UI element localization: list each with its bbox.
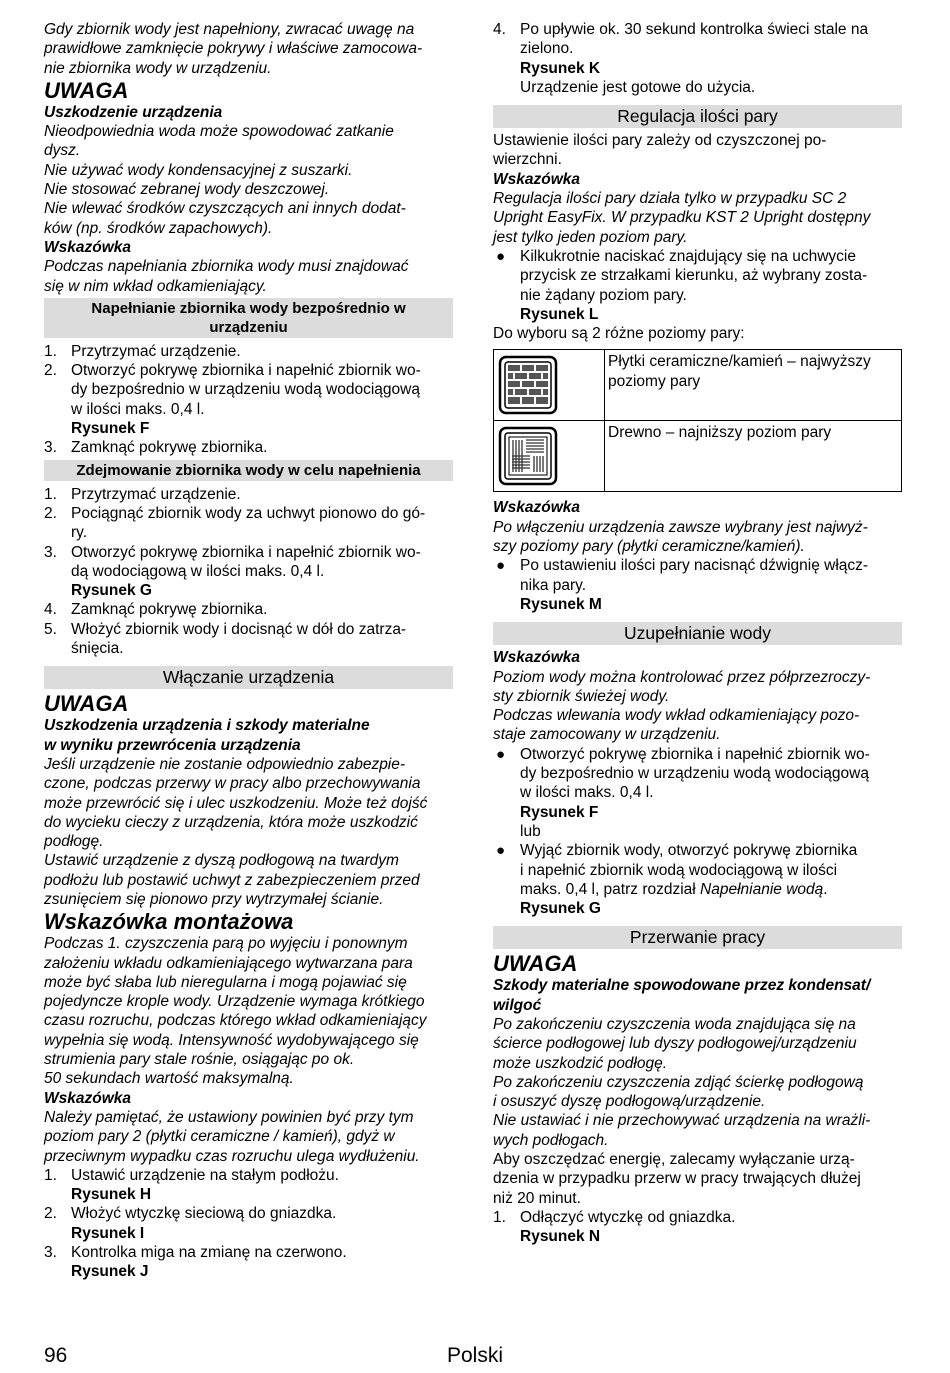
- step-number: 1.: [493, 1208, 506, 1226]
- step-number: 1.: [44, 342, 57, 360]
- bullet-text: lub: [520, 822, 541, 840]
- step-text: Przytrzymać urządzenie.: [71, 485, 241, 503]
- warning-subtitle: Szkody materialne spowodowane przez kondensat/: [493, 977, 871, 995]
- section-heading-refill-water: Uzupełnianie wody: [493, 622, 902, 645]
- warning-title: UWAGA: [44, 77, 129, 103]
- section-heading-line: Napełnianie zbiornika wody bezpośrednio w: [91, 299, 406, 317]
- bullet-dot: ●: [496, 247, 506, 265]
- step-number: 2.: [44, 1205, 57, 1223]
- step-item: [44, 342, 453, 361]
- assembly-note-line: pojedyncze krople wody. Urządzenie wymaga krótkiego: [44, 993, 425, 1011]
- step-text: Ustawić urządzenie na stałym podłożu.: [71, 1166, 339, 1184]
- bullet-text: Kilkukrotnie naciskać znajdujący się na uchwycie: [520, 247, 856, 265]
- step-item: [44, 1243, 453, 1282]
- warning-line: Ustawić urządzenie z dyszą podłogową na twardym: [44, 852, 399, 870]
- section-heading-remove-tank: Zdejmowanie zbiornika wody w celu napełnienia: [44, 460, 453, 481]
- section-heading-switch-on: Włączanie urządzenia: [44, 666, 453, 689]
- step-text: Przytrzymać urządzenie.: [71, 342, 241, 360]
- step-number: 1.: [44, 1166, 57, 1184]
- bullet-text-part: maks. 0,4 l, patrz rozdział: [520, 880, 701, 898]
- step-text: dą wodociągową w ilości maks. 0,4 l.: [71, 562, 325, 580]
- note-line: Poziom wody można kontrolować przez półprzezroczy-: [493, 668, 871, 686]
- bullet-text: Po ustawieniu ilości pary nacisnąć dźwignię włącz-: [520, 557, 869, 575]
- steam-level-row: [494, 421, 902, 492]
- step-item: [44, 485, 453, 504]
- step-text: Kontrolka miga na zmianę na czerwono.: [71, 1244, 347, 1262]
- warning-title: UWAGA: [44, 691, 129, 717]
- step-text: Odłączyć wtyczkę od gniazdka.: [520, 1208, 736, 1226]
- steam-level-text-cell: [605, 350, 902, 421]
- step-text: Zamknąć pokrywę zbiornika.: [71, 439, 268, 457]
- warning-line: podłogę.: [44, 833, 104, 851]
- wood-planks-icon: [498, 426, 558, 486]
- note-line: Upright EasyFix. W przypadku KST 2 Upright dostępny: [493, 209, 871, 227]
- bullet-text: nie żądany poziom pary.: [520, 286, 687, 304]
- warning-line: Nie stosować zebranej wody deszczowej.: [44, 181, 330, 199]
- step-item: [44, 620, 453, 659]
- warning-line: ków (np. środków zapachowych).: [44, 219, 273, 237]
- warning-line: Po zakończeniu czyszczenia zdjąć ścierkę podłogową: [493, 1073, 864, 1091]
- warning-line: może przewrócić się i ulec uszkodzeniu. Może też dojść: [44, 794, 428, 812]
- step-item: [44, 1204, 453, 1243]
- assembly-note-line: wypełnia się wodą. Intensywność wydobywającego się: [44, 1031, 419, 1049]
- step-item: [44, 1166, 453, 1205]
- figure-reference: Rysunek K: [520, 59, 601, 77]
- bullet-item: [493, 841, 902, 918]
- step-number: 4.: [493, 21, 506, 38]
- assembly-note-line: Podczas 1. czyszczenia parą po wyjęciu i ponownym: [44, 935, 408, 953]
- step-number: 1.: [44, 485, 57, 503]
- figure-reference: Rysunek G: [520, 900, 601, 918]
- bullet-text-part: .: [823, 880, 828, 898]
- bullet-text: nika pary.: [520, 576, 587, 594]
- step-text: Włożyć wtyczkę sieciową do gniazdka.: [71, 1205, 337, 1223]
- assembly-note-line: może być słaba lub nieregularna i mogą pojawiać się: [44, 973, 407, 991]
- steam-level-row: [494, 350, 902, 421]
- warning-line: i osuszyć dyszę podłogową/urządzenie.: [493, 1093, 766, 1111]
- figure-reference: Rysunek H: [71, 1186, 152, 1204]
- step-item: [44, 361, 453, 438]
- figure-reference: Rysunek J: [71, 1263, 149, 1281]
- steam-level-icon-cell: [494, 421, 605, 492]
- step-text: Po upływie ok. 30 sekund kontrolka świeci stale na: [520, 21, 869, 38]
- page-number: 96: [44, 1344, 68, 1367]
- intro-line: prawidłowe zamknięcie pokrywy i właściwe zamocowa-: [44, 40, 423, 58]
- figure-reference: Rysunek N: [520, 1228, 601, 1246]
- step-item: [493, 20, 902, 97]
- warning-title: UWAGA: [493, 951, 578, 977]
- warning-line: Nieodpowiednia woda może spowodować zatkanie: [44, 123, 394, 141]
- step-number: 3.: [44, 439, 57, 457]
- warning-subtitle: wilgoć: [493, 996, 542, 1014]
- step-text: Włożyć zbiornik wody i docisnąć w dół do zatrza-: [71, 620, 407, 638]
- warning-subtitle: w wyniku przewrócenia urządzenia: [44, 736, 301, 754]
- bullet-item: [493, 556, 902, 614]
- bullet-item: [493, 745, 902, 841]
- figure-reference: Rysunek M: [520, 595, 602, 613]
- step-text: Pociągnąć zbiornik wody za uchwyt pionowo do gó-: [71, 504, 426, 522]
- note-line: przeciwnym wypadku czas rozruchu ulega wydłużeniu.: [44, 1147, 420, 1165]
- bullet-text: dy bezpośrednio w urządzeniu wodą wodociągową: [520, 765, 869, 783]
- assembly-note-title: Wskazówka montażowa: [44, 909, 294, 935]
- step-number: 3.: [44, 1244, 57, 1262]
- note-line: Regulacja ilości pary działa tylko w przypadku SC 2: [493, 190, 847, 208]
- body-line: niż 20 minut.: [493, 1189, 581, 1207]
- steam-level-label: Drewno – najniższy poziom pary: [608, 424, 832, 442]
- assembly-note-line: założeniu wkładu odkamieniającego wytwarzana para: [44, 954, 413, 972]
- step-number: 5.: [44, 620, 57, 638]
- bullet-item: [493, 247, 902, 324]
- note-line: Po włączeniu urządzenia zawsze wybrany jest najwyż-: [493, 518, 868, 536]
- bullet-text: [520, 880, 902, 899]
- bullet-text: w ilości maks. 0,4 l.: [520, 784, 654, 802]
- steam-level-label: Płytki ceramiczne/kamień – najwyższy: [608, 353, 871, 371]
- bullet-text: i napełnić zbiornik wodą wodociągową w ilości: [520, 861, 838, 879]
- note-line: Podczas napełniania zbiornika wody musi znajdować: [44, 258, 409, 276]
- step-text: zielono.: [520, 40, 574, 58]
- note-title: Wskazówka: [44, 1089, 132, 1107]
- bullet-text: Wyjąć zbiornik wody, otworzyć pokrywę zbiornika: [520, 842, 858, 860]
- step-text: ry.: [71, 524, 88, 542]
- assembly-note-line: czasu rozruchu, podczas którego wkład odkamieniający: [44, 1012, 427, 1030]
- step-item: [493, 1208, 902, 1247]
- steam-level-table: [493, 349, 902, 492]
- warning-subtitle: Uszkodzenia urządzenia i szkody materialne: [44, 717, 370, 735]
- note-line: staje zamocowany w urządzeniu.: [493, 726, 721, 744]
- section-heading-pause-work: Przerwanie pracy: [493, 926, 902, 949]
- figure-reference: Rysunek I: [71, 1224, 145, 1242]
- warning-line: Nie wlewać środków czyszczących ani innych dodat-: [44, 200, 406, 218]
- note-line: się w nim wkład odkamieniający.: [44, 277, 267, 295]
- steam-level-icon-cell: [494, 350, 605, 421]
- body-line: Aby oszczędzać energię, zalecamy wyłączanie urzą-: [493, 1151, 855, 1169]
- step-item: [44, 600, 453, 619]
- figure-reference: Rysunek F: [520, 803, 599, 821]
- step-text: w ilości maks. 0,4 l.: [71, 400, 205, 418]
- warning-line: Jeśli urządzenie nie zostanie odpowiednio zabezpie-: [44, 755, 406, 773]
- right-column: [493, 20, 902, 1247]
- step-text: Otworzyć pokrywę zbiornika i napełnić zbiornik wo-: [71, 362, 421, 380]
- step-text: śnięcia.: [71, 640, 124, 658]
- warning-line: zsunięciem się pionowo przy wytrzymałej ścianie.: [44, 890, 384, 908]
- warning-line: ścierce podłogowej lub dyszy podłogowej/urządzeniu: [493, 1035, 857, 1053]
- brick-wall-icon: [498, 355, 558, 415]
- figure-reference: Rysunek F: [71, 420, 150, 438]
- body-line: Do wyboru są 2 różne poziomy pary:: [493, 325, 745, 343]
- step-item: [44, 438, 453, 457]
- warning-subtitle: Uszkodzenie urządzenia: [44, 103, 223, 121]
- steam-level-text-cell: [605, 421, 902, 492]
- step-number: 4.: [44, 601, 57, 619]
- warning-line: czone, podczas przerwy w pracy albo przechowywania: [44, 775, 421, 793]
- section-heading-steam-regulation: Regulacja ilości pary: [493, 105, 902, 128]
- warning-line: Po zakończeniu czyszczenia woda znajdująca się na: [493, 1015, 856, 1033]
- note-title: Wskazówka: [493, 649, 581, 667]
- chapter-reference: Napełnianie wodą: [700, 880, 824, 898]
- steam-level-label: poziomy pary: [608, 372, 701, 390]
- warning-line: Nie używać wody kondensacyjnej z suszarki.: [44, 161, 353, 179]
- section-heading-line: urządzeniu: [209, 318, 288, 336]
- note-title: Wskazówka: [493, 499, 581, 517]
- note-line: Należy pamiętać, że ustawiony powinien być przy tym: [44, 1108, 414, 1126]
- bullet-dot: ●: [496, 745, 506, 763]
- note-title: Wskazówka: [493, 170, 581, 188]
- figure-reference: Rysunek G: [71, 582, 152, 600]
- body-line: wierzchni.: [493, 151, 562, 169]
- bullet-dot: ●: [496, 842, 506, 860]
- note-title: Wskazówka: [44, 238, 132, 256]
- step-text: dy bezpośrednio w urządzeniu wodą wodociągową: [71, 381, 420, 399]
- bullet-text: Otworzyć pokrywę zbiornika i napełnić zbiornik wo-: [520, 745, 870, 763]
- warning-line: podłożu lub postawić uchwyt z zabezpieczeniem przed: [44, 871, 420, 889]
- assembly-note-line: strumienia pary stale rośnie, osiągając po ok.: [44, 1051, 355, 1069]
- warning-line: Nie ustawiać i nie przechowywać urządzenia na wrażli-: [493, 1112, 871, 1130]
- bullet-text: przycisk ze strzałkami kierunku, aż wybrany zosta-: [520, 267, 868, 285]
- step-text: Zamknąć pokrywę zbiornika.: [71, 601, 268, 619]
- page-language: Polski: [447, 1344, 504, 1367]
- body-line: Ustawienie ilości pary zależy od czyszczonej po-: [493, 132, 827, 150]
- step-item: [44, 504, 453, 543]
- note-line: sty zbiornik świeżej wody.: [493, 687, 670, 705]
- step-text: Otworzyć pokrywę zbiornika i napełnić zbiornik wo-: [71, 543, 421, 561]
- body-line: dzenia w przypadku przerw w pracy trwających dłużej: [493, 1170, 861, 1188]
- intro-line: nie zbiornika wody w urządzeniu.: [44, 59, 272, 77]
- note-line: jest tylko jeden poziom pary.: [493, 228, 688, 246]
- step-number: 2.: [44, 504, 57, 522]
- step-number: 3.: [44, 543, 57, 561]
- warning-line: dysz.: [44, 142, 81, 160]
- warning-line: wych podłogach.: [493, 1131, 609, 1149]
- note-line: Podczas wlewania wody wkład odkamieniający pozo-: [493, 707, 860, 725]
- intro-line: Gdy zbiornik wody jest napełniony, zwracać uwagę na: [44, 21, 415, 38]
- figure-reference: Rysunek L: [520, 305, 599, 323]
- step-item: [44, 543, 453, 601]
- step-text: Urządzenie jest gotowe do użycia.: [520, 78, 756, 96]
- note-line: poziom pary 2 (płytki ceramiczne / kamień), gdyż w: [44, 1128, 395, 1146]
- warning-line: do wycieku cieczy z urządzenia, która może uszkodzić: [44, 813, 418, 831]
- warning-line: może uszkodzić podłogę.: [493, 1054, 668, 1072]
- left-column: [44, 20, 453, 1282]
- step-number: 2.: [44, 362, 57, 380]
- assembly-note-line: 50 sekundach wartość maksymalną.: [44, 1070, 294, 1088]
- bullet-dot: ●: [496, 557, 506, 575]
- note-line: szy poziomy pary (płytki ceramiczne/kamień).: [493, 538, 805, 556]
- section-heading-fill-in-device: [44, 298, 453, 338]
